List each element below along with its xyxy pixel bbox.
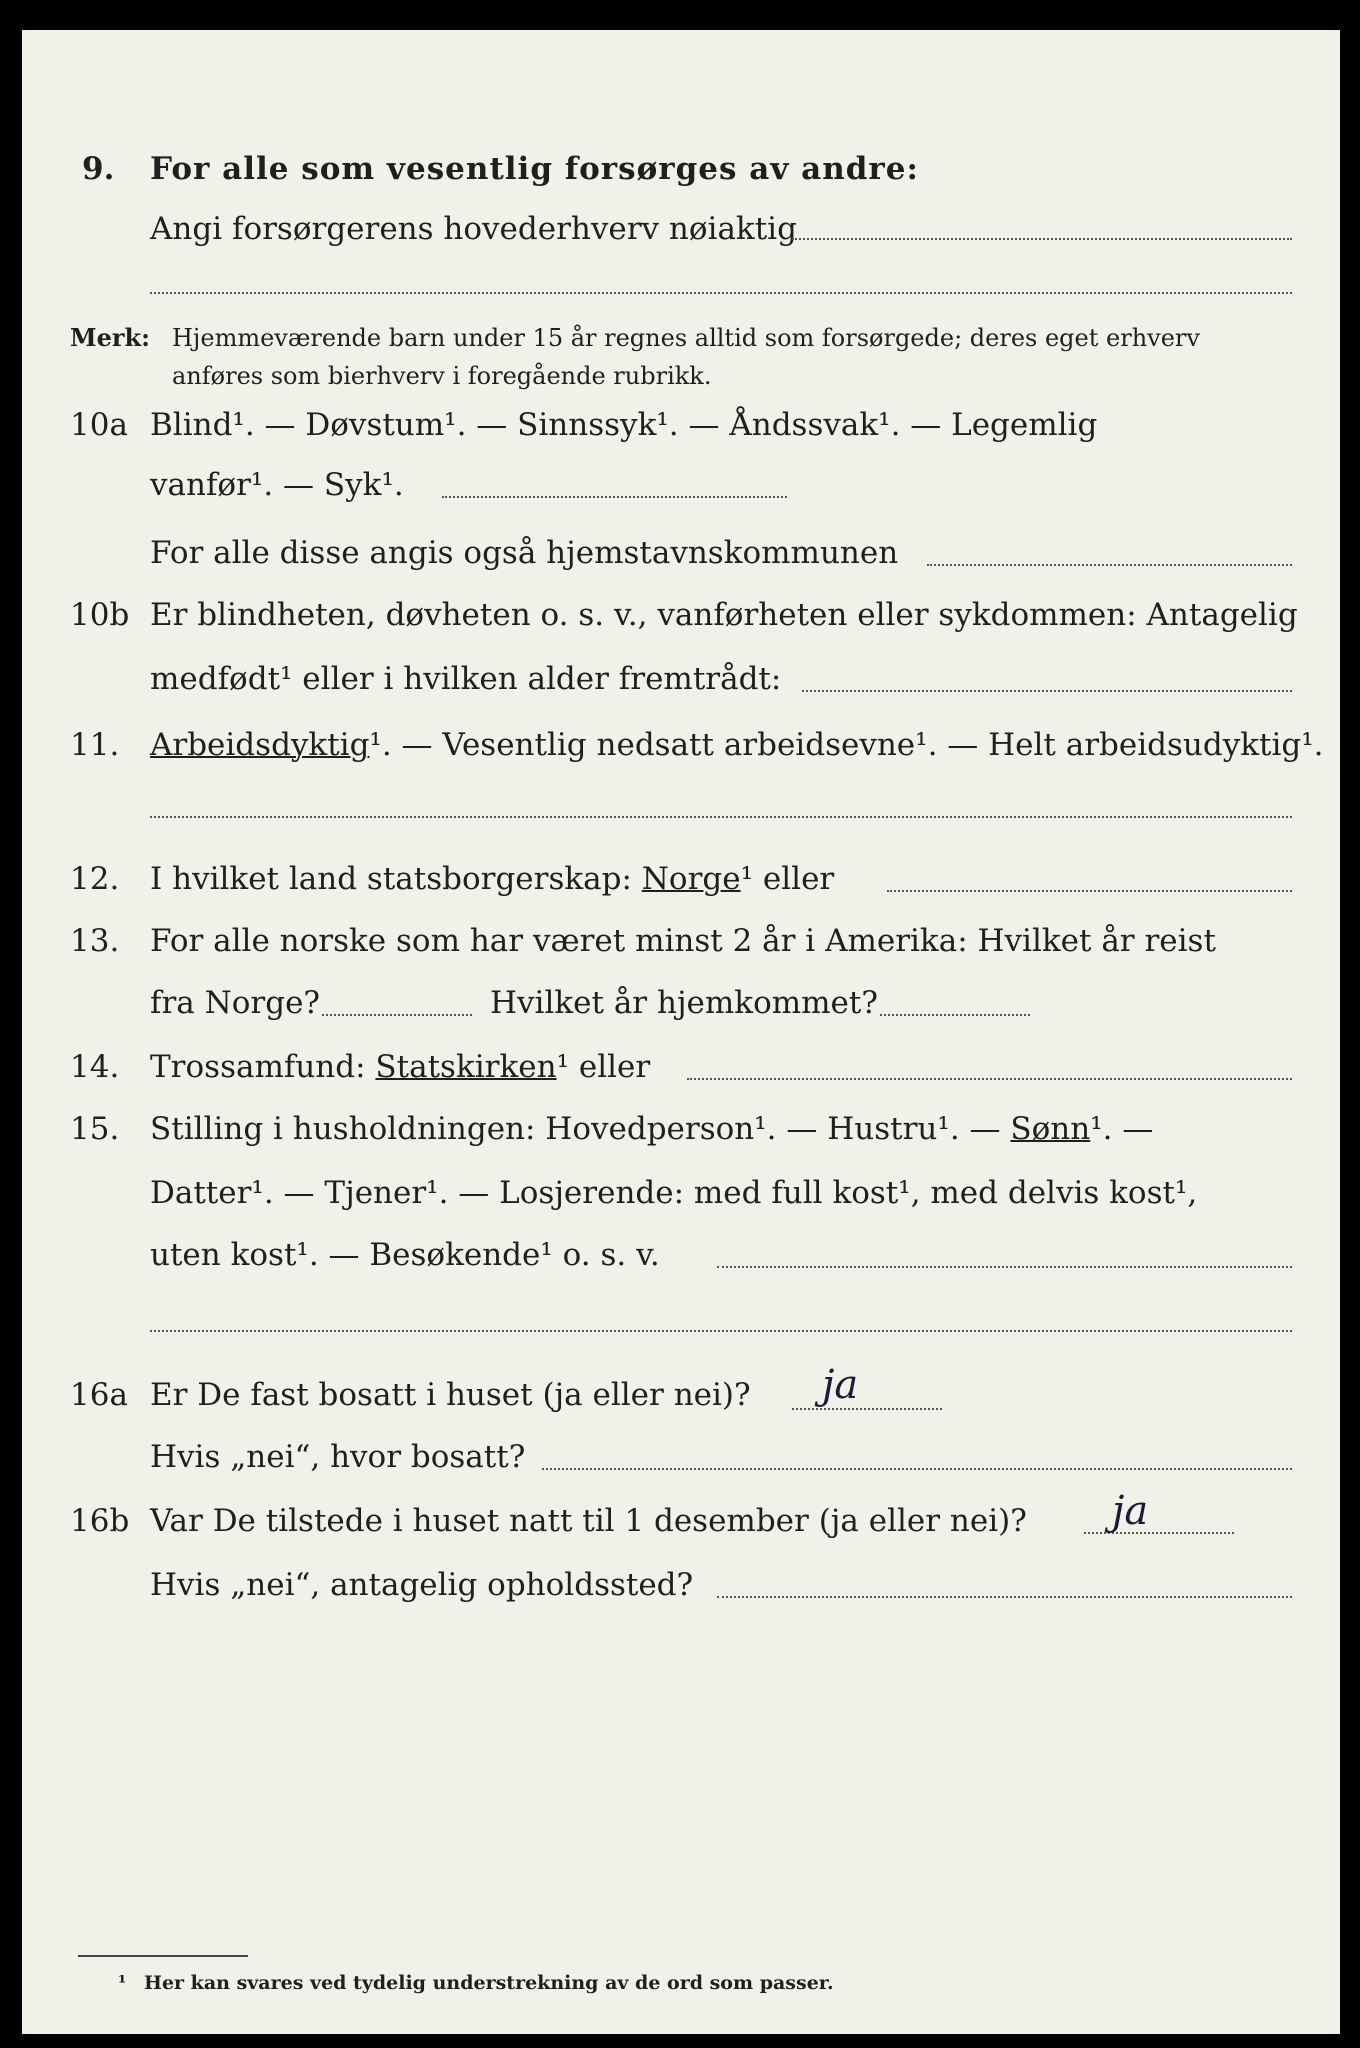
q12-line — [150, 860, 834, 898]
footnote-rule — [78, 1955, 248, 1957]
q13-line-2a: fra Norge? — [150, 985, 321, 1021]
q10a-number: 10a — [70, 407, 128, 443]
q9-title: For alle som vesentlig forsørges av andre: — [150, 151, 919, 187]
q10b-answer-line[interactable] — [802, 690, 1292, 692]
q14-label: Trossamfund: — [150, 1049, 366, 1085]
q14-option-statskirken-underlined[interactable]: Statskirken — [375, 1049, 557, 1085]
q16b-number: 16b — [70, 1503, 130, 1539]
q14-answer-line[interactable] — [687, 1078, 1292, 1080]
q16b-answer-line[interactable] — [1084, 1532, 1234, 1534]
q9-answer-line-2[interactable] — [150, 292, 1292, 294]
footnote-mark: ¹ — [118, 1972, 127, 1994]
q16b-location-line[interactable] — [717, 1596, 1292, 1598]
q10b-line-1: Er blindheten, døvheten o. s. v., vanførheten eller sykdommen: Antagelig — [150, 597, 1298, 633]
q12-answer-line[interactable] — [887, 890, 1292, 892]
q15-number: 15. — [70, 1111, 120, 1147]
q10b-line-2: medfødt¹ eller i hvilken alder fremtrådt: — [150, 661, 782, 697]
q16a-line-1: Er De fast bosatt i huset (ja eller nei)? — [150, 1377, 751, 1413]
q9-line: Angi forsørgerens hovederhverv nøiaktig — [150, 211, 797, 247]
q15-line-3: uten kost¹. — Besøkende¹ o. s. v. — [150, 1237, 660, 1273]
q16a-where-line[interactable] — [542, 1468, 1292, 1470]
q12-option-norge-underlined[interactable]: Norge — [641, 861, 741, 897]
q16a-line-2: Hvis „nei“, hvor bosatt? — [150, 1439, 526, 1475]
q12-number: 12. — [70, 861, 120, 897]
q16b-line-1: Var De tilstede i huset natt til 1 desember (ja eller nei)? — [150, 1503, 1027, 1539]
q13-year-returned-line[interactable] — [880, 1014, 1030, 1016]
q15-line-1c: ¹. — — [1090, 1111, 1154, 1147]
q16a-number: 16a — [70, 1377, 128, 1413]
q11-options-rest: ¹. — Vesentlig nedsatt arbeidsevne¹. — Helt arbeidsudyktig¹. — [369, 727, 1324, 763]
merk-line-1: Hjemmeværende barn under 15 år regnes alltid som forsørgede; deres eget erhverv — [172, 324, 1200, 352]
q15-answer-line-2[interactable] — [150, 1330, 1292, 1332]
q15-option-sonn-underlined[interactable]: Sønn — [1010, 1111, 1091, 1147]
q12-question: I hvilket land statsborgerskap: — [150, 861, 632, 897]
q15-line-1a: Stilling i husholdningen: Hovedperson¹. — Hustru¹. — — [150, 1111, 1001, 1147]
q9-answer-line[interactable] — [792, 238, 1292, 240]
q13-line-1: For alle norske som har været minst 2 år i Amerika: Hvilket år reist — [150, 923, 1216, 959]
q14-line — [150, 1048, 650, 1086]
q16b-line-2: Hvis „nei“, antagelig opholdssted? — [150, 1567, 694, 1603]
q10a-line-1: Blind¹. — Døvstum¹. — Sinnssyk¹. — Åndssvak¹. — Legemlig — [150, 407, 1098, 443]
q15-line-2: Datter¹. — Tjener¹. — Losjerende: med full kost¹, med delvis kost¹, — [150, 1175, 1198, 1211]
q13-number: 13. — [70, 923, 120, 959]
q12-eller: ¹ eller — [740, 861, 835, 897]
q16a-answer-line[interactable] — [792, 1408, 942, 1410]
q11-option-arbeidsdyktig-underlined[interactable]: Arbeidsdyktig — [150, 727, 370, 763]
q10a-line-2: vanfør¹. — Syk¹. — [150, 467, 404, 503]
q15-line-1 — [150, 1110, 1153, 1148]
q10a-line-3: For alle disse angis også hjemstavnskommunen — [150, 535, 899, 571]
footnote-text: Her kan svares ved tydelig understrekning av de ord som passer. — [144, 1972, 834, 1994]
merk-line-2: anføres som bierhverv i foregående rubrikk. — [172, 362, 712, 390]
census-form-page — [22, 30, 1340, 2034]
q9-number: 9. — [82, 151, 115, 187]
q16b-handwritten-answer[interactable]: ja — [1112, 1488, 1149, 1534]
q11-number: 11. — [70, 727, 120, 763]
merk-label: Merk: — [70, 323, 150, 352]
q11-answer-line[interactable] — [150, 816, 1292, 818]
q15-answer-line[interactable] — [717, 1266, 1292, 1268]
q14-eller: ¹ eller — [556, 1049, 651, 1085]
q10a-home-municipality-line[interactable] — [927, 564, 1292, 566]
q13-year-left-line[interactable] — [322, 1014, 472, 1016]
q10a-answer-line[interactable] — [442, 496, 787, 498]
q16a-handwritten-answer[interactable]: ja — [822, 1362, 859, 1408]
q14-number: 14. — [70, 1049, 120, 1085]
q11-line — [150, 726, 1324, 764]
q10b-number: 10b — [70, 597, 130, 633]
q13-line-2b: Hvilket år hjemkommet? — [490, 985, 878, 1021]
